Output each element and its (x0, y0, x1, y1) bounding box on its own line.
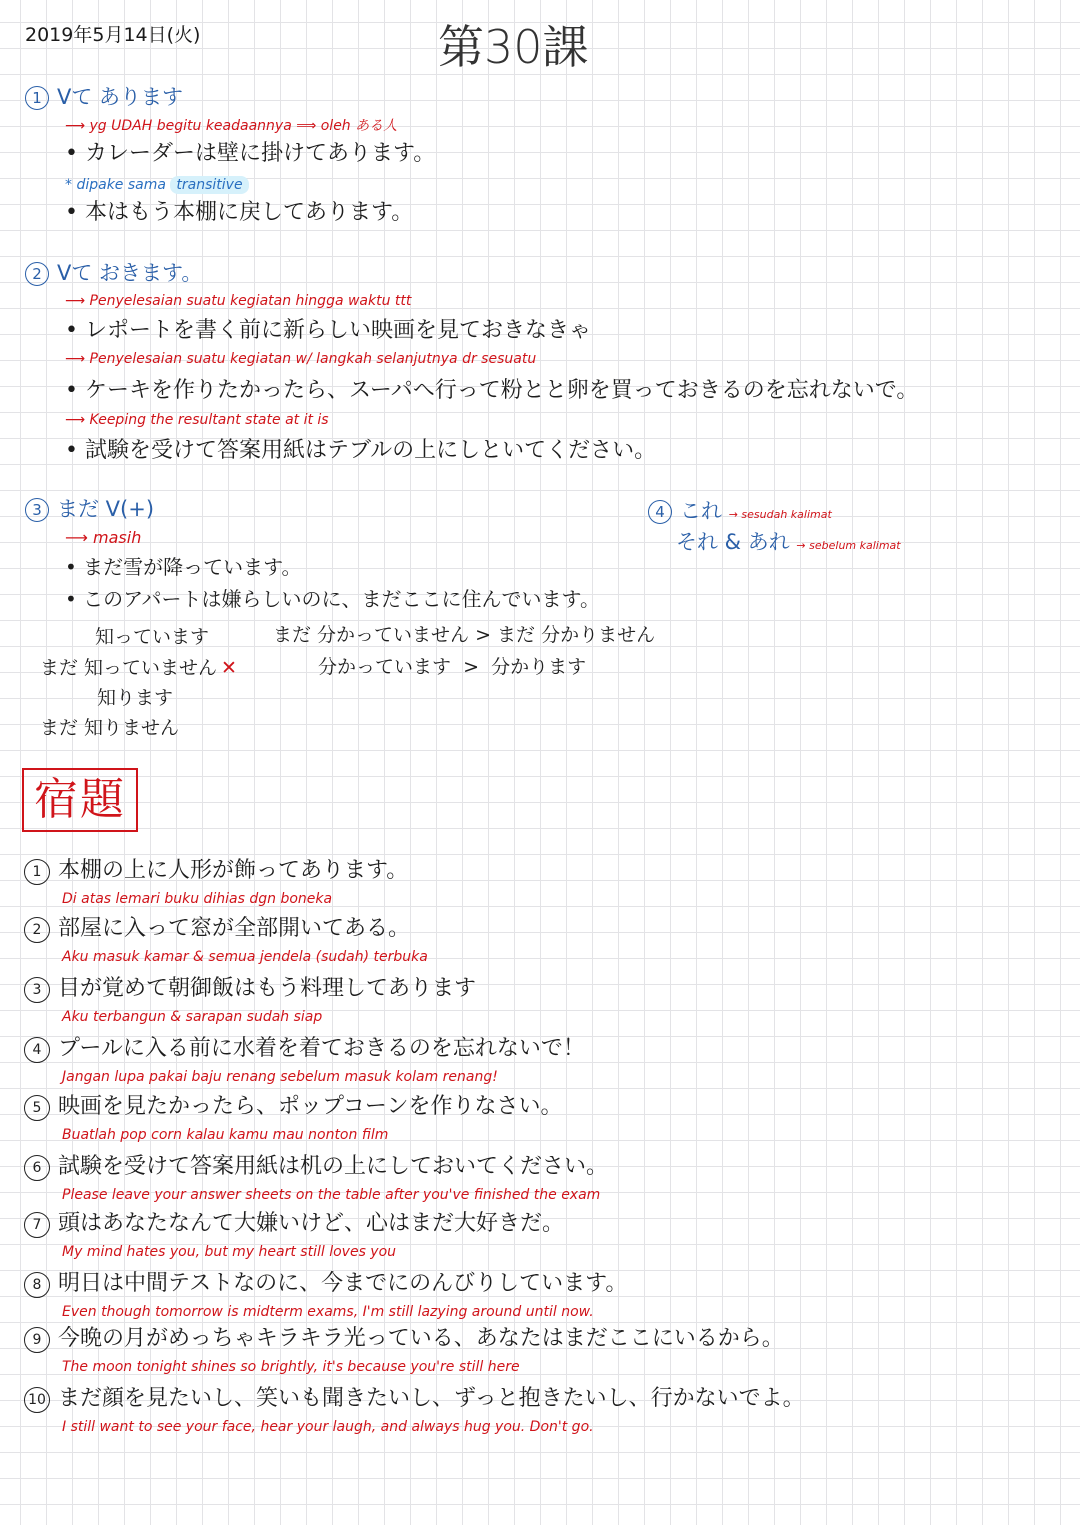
homework-translation: Jangan lupa pakai baju renang sebelum masuk kolam renang! (62, 1069, 498, 1085)
note-line: ⟶ Penyelesaian suatu kegiatan hingga waktu ttt (65, 293, 412, 309)
homework-sentence: 映画を見たかったら、ポップコーンを作りなさい。 (58, 1094, 563, 1119)
conjugation-item: 知ります (97, 687, 174, 709)
example-line: • まだ雪が降っています。 (65, 555, 302, 579)
homework-translation: The moon tonight shines so brightly, it's because you're still here (62, 1359, 520, 1375)
homework-translation: Di atas lemari buku dihias dgn boneka (62, 891, 333, 907)
page-title: 第30課 (438, 20, 589, 74)
conjugation-comparison: 分かっています > 分かります (318, 656, 587, 678)
example-line: • このアパートは嫌らしいのに、まだここに住んでいます。 (65, 587, 600, 611)
section-2-heading (25, 262, 202, 286)
homework-sentence: 今晩の月がめっちゃキラキラ光っている、あなたはまだここにいるから。 (58, 1326, 784, 1351)
homework-translation: Please leave your answer sheets on the table after you've finished the exam (62, 1187, 601, 1203)
conjugation-text: まだ 知っていません (40, 657, 218, 679)
note-line: ⟶ Penyelesaian suatu kegiatan w/ langkah selanjutnya dr sesuatu (65, 351, 537, 367)
section-1-heading (25, 86, 183, 110)
number-circle-icon: 3 (25, 498, 49, 522)
homework-sentence: 明日は中間テストなのに、今までにのんびりしています。 (58, 1271, 628, 1296)
example-line: • 試験を受けて答案用紙はテブルの上にしといてください。 (65, 438, 657, 463)
number-circle-icon: 9 (24, 1327, 50, 1353)
homework-translation: Even though tomorrow is midterm exams, I'm still lazying around until now. (62, 1304, 594, 1320)
number-circle-icon: 4 (24, 1037, 50, 1063)
note-text: → sesudah kalimat (728, 508, 832, 521)
heading-text: Vて あります (57, 85, 184, 109)
number-circle-icon: 1 (24, 859, 50, 885)
homework-sentence: 頭はあなたなんて大嫌いけど、心はまだ大好きだ。 (58, 1211, 565, 1236)
section-4-heading (648, 500, 832, 524)
number-circle-icon: 3 (24, 977, 50, 1003)
number-circle-icon: 2 (25, 262, 49, 286)
number-circle-icon: 8 (24, 1272, 50, 1298)
homework-translation: Buatlah pop corn kalau kamu mau nonton film (62, 1127, 389, 1143)
section-4-line (676, 532, 901, 553)
highlight-transitive: transitive (170, 176, 248, 194)
example-line: • ケーキを作りたかったら、スーパへ行って粉とと卵を買っておきるのを忘れないで。 (65, 378, 919, 403)
heading-text: それ & あれ (676, 530, 790, 554)
note-line: ⟶ masih (65, 528, 142, 547)
conjugation-item (40, 659, 237, 678)
note-text: * dipake sama (65, 177, 166, 193)
note-line: ⟶ yg UDAH begitu keadaannya ⟹ oleh ある人 (65, 118, 398, 134)
note-line (65, 178, 249, 192)
conjugation-item: まだ 知りません (40, 717, 180, 739)
homework-stamp: 宿題 (22, 768, 138, 832)
number-circle-icon: 10 (24, 1387, 50, 1413)
number-circle-icon: 6 (24, 1155, 50, 1181)
number-circle-icon: 1 (25, 86, 49, 110)
homework-translation: Aku terbangun & sarapan sudah siap (62, 1009, 323, 1025)
heading-text: まだ V(+) (57, 497, 155, 521)
homework-sentence: 本棚の上に人形が飾ってあります。 (58, 858, 409, 883)
example-line: • カレーダーは壁に掛けてあります。 (65, 141, 436, 166)
homework-translation: I still want to see your face, hear your laugh, and always hug you. Don't go. (62, 1419, 594, 1435)
number-circle-icon: 2 (24, 917, 50, 943)
heading-text: Vて おきます。 (57, 261, 203, 285)
conjugation-comparison: まだ 分かっていません > まだ 分かりません (273, 624, 656, 646)
heading-text: これ (680, 499, 722, 523)
example-line: • レポートを書く前に新らしい映画を見ておきなきゃ (65, 318, 591, 343)
section-3-heading (25, 498, 154, 522)
homework-sentence: 目が覚めて朝御飯はもう料理してあります (58, 976, 477, 1001)
homework-sentence: まだ顔を見たいし、笑いも聞きたいし、ずっと抱きたいし、行かないでよ。 (58, 1386, 805, 1411)
homework-sentence: 部屋に入って窓が全部開いてある。 (58, 916, 411, 941)
homework-sentence: 試験を受けて答案用紙は机の上にしておいてください。 (58, 1154, 609, 1179)
note-line: ⟶ Keeping the resultant state at it is (65, 412, 329, 428)
conjugation-item: 知っています (95, 626, 210, 648)
cross-mark-icon: ✕ (221, 657, 237, 679)
note-text: → sebelum kalimat (796, 539, 901, 552)
example-line: • 本はもう本棚に戻してあります。 (65, 200, 414, 225)
date: 2019年5月14日(火) (25, 24, 201, 46)
homework-sentence: プールに入る前に水着を着ておきるのを忘れないで！ (58, 1036, 585, 1061)
number-circle-icon: 5 (24, 1095, 50, 1121)
homework-translation: My mind hates you, but my heart still loves you (62, 1244, 397, 1260)
homework-translation: Aku masuk kamar & semua jendela (sudah) terbuka (62, 949, 428, 965)
number-circle-icon: 4 (648, 500, 672, 524)
number-circle-icon: 7 (24, 1212, 50, 1238)
